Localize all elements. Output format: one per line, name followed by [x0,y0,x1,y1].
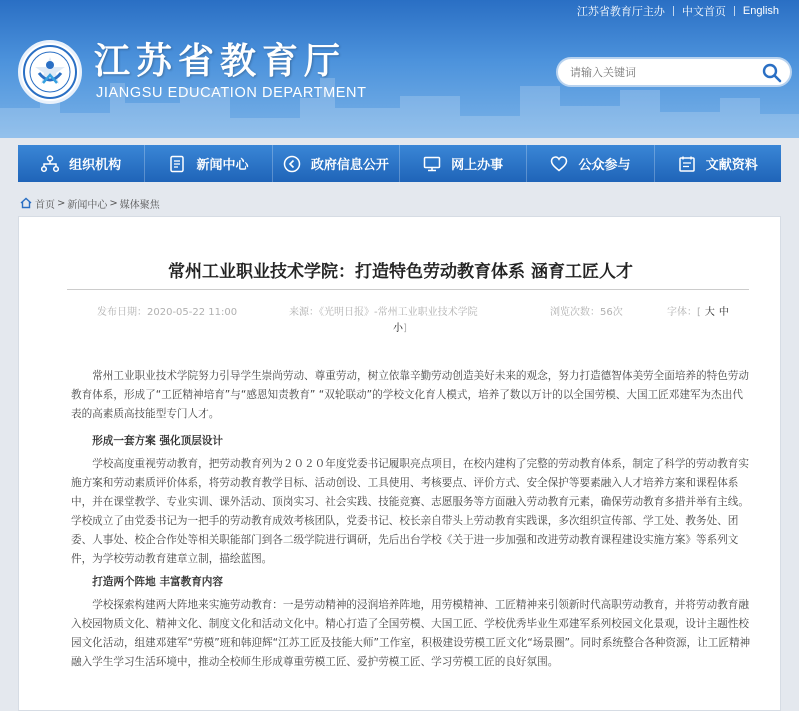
breadcrumb-home[interactable]: 首页 [35,199,55,211]
font-small-button[interactable] [393,319,407,334]
search-input[interactable] [570,66,760,79]
font-small-label: 小 [393,323,403,334]
english-link[interactable]: English [742,5,779,17]
nav-label: 文献资料 [705,158,758,173]
host-text: 江苏省教育厅主办 [576,6,665,18]
heart-icon [550,155,568,173]
site-title: 江苏省教育厅 [94,41,347,82]
news-icon [168,155,186,173]
publish-date: 发布日期：2020-05-22 11:00 [97,307,238,318]
breadcrumb-current[interactable]: 媒体聚焦 [119,199,160,211]
nav-label: 政府信息公开 [310,158,389,173]
article-paragraph: 学校高度重视劳动教育，把劳动教育列为２０２０年度党委书记履职亮点项目，在校内建构了完整的劳动教育体系，制定了科学的劳动教育实施方案和劳动素质评价体系，将劳动教育教学目标、活动创设、工具使用、考核要点、评价方式、安全保护等要素融入人才培养方案和课程体系中，并在课堂教学、专业实训、课外活动、顶岗实习、社会实践、技能竞赛、志愿服务等方面融入劳动教育元素，确保劳动教育多措并举有主线。学校成立了由党委书记为一把手的劳动教育成效考核团队，党委书记、校长亲自带头上劳动教育实践课，多次组织宣传部、学工处、教务处、团委、人事处、校企合作处等相关职能部门到各二级学院进行调研，先后出台学校《关于进一步加强和改进劳动教育课程建设实施方案》等系列文件，为学校劳动教育建章立制，描绘蓝图。 [71,458,749,565]
nav-label: 新闻中心 [196,158,249,173]
nav-label: 公众参与 [578,158,631,173]
article-title: 常州工业职业技术学院：打造特色劳动教育体系 涵育工匠人才 [168,262,633,282]
section-heading: 形成一套方案 强化顶层设计 [92,435,223,447]
article-body [71,367,751,672]
nav-item-online-service[interactable] [400,145,527,182]
nav-label: 组织机构 [69,158,122,173]
breadcrumb-news[interactable]: 新闻中心 [67,199,108,211]
documents-icon [678,155,696,173]
monitor-icon [423,155,441,173]
breadcrumb-separator: > [57,197,66,209]
info-disclosure-icon [283,155,301,173]
font-medium-button[interactable]: 中 [718,307,729,318]
section-heading: 打造两个阵地 丰富教育内容 [92,576,223,588]
site-logo[interactable] [18,40,82,104]
search-box [556,57,792,87]
nav-item-organization[interactable] [18,145,145,182]
article-panel [18,216,781,711]
top-links [569,3,787,19]
home-icon [20,197,32,209]
site-subtitle: JIANGSU EDUCATION DEPARTMENT [96,85,367,101]
nav-item-info-disclosure[interactable] [273,145,400,182]
font-bracket-close: ] [403,323,407,334]
article-paragraph: 学校探索构建两大阵地来实施劳动教育：一是劳动精神的浸润培养阵地，用劳模精神、工匠精神来引领新时代高职劳动教育，并将劳动教育融入校园物质文化、精神文化、制度文化和活动文化中。精心打造了全国劳模、大国工匠、学校优秀毕业生邓建军系列校园文化景观，设计主题性校园文化活动，组建邓建军“劳模”班和韩迎辉“江苏工匠及技能大师”工作室，积极建设劳模工匠文化“场景圈”。同时系统整合各种资源，让工匠精神融入学生学习生活环境中，推动全校师生形成尊重劳模工匠、爱护劳模工匠、学习劳模工匠的良好氛围。 [71,599,751,668]
nav-item-documents[interactable] [655,145,781,182]
article-source: 来源：《光明日报》-常州工业职业技术学院 [289,307,478,318]
nav-label: 网上办事 [451,158,504,173]
article-paragraph: 常州工业职业技术学院努力引导学生崇尚劳动、尊重劳动，树立依靠辛勤劳动创造美好未来的观念，努力打造德智体美劳全面培养的特色劳动教育体系，形成了“工匠精神培育”与“感恩知责教育” “双轮联动”的学校文化育人模式，培养了数以万计的以全国劳模、大国工匠邓建军为杰出代表的高素质高技能型专门人才。 [71,370,749,420]
font-size-label: 字体：[ [667,307,701,318]
view-count: 浏览次数：56次 [550,307,623,318]
font-size-control [667,303,729,318]
chinese-home-link[interactable]: 中文首页 [681,6,726,18]
org-chart-icon [41,155,59,173]
nav-item-public-participation[interactable] [527,145,654,182]
emblem-icon [21,43,79,101]
breadcrumb [20,196,160,210]
breadcrumb-separator: > [109,197,118,209]
search-icon[interactable] [762,63,782,83]
site-header [0,0,799,138]
nav-item-news[interactable] [145,145,272,182]
font-large-button[interactable]: 大 [704,307,715,318]
main-nav [18,145,781,182]
title-divider [67,289,749,290]
